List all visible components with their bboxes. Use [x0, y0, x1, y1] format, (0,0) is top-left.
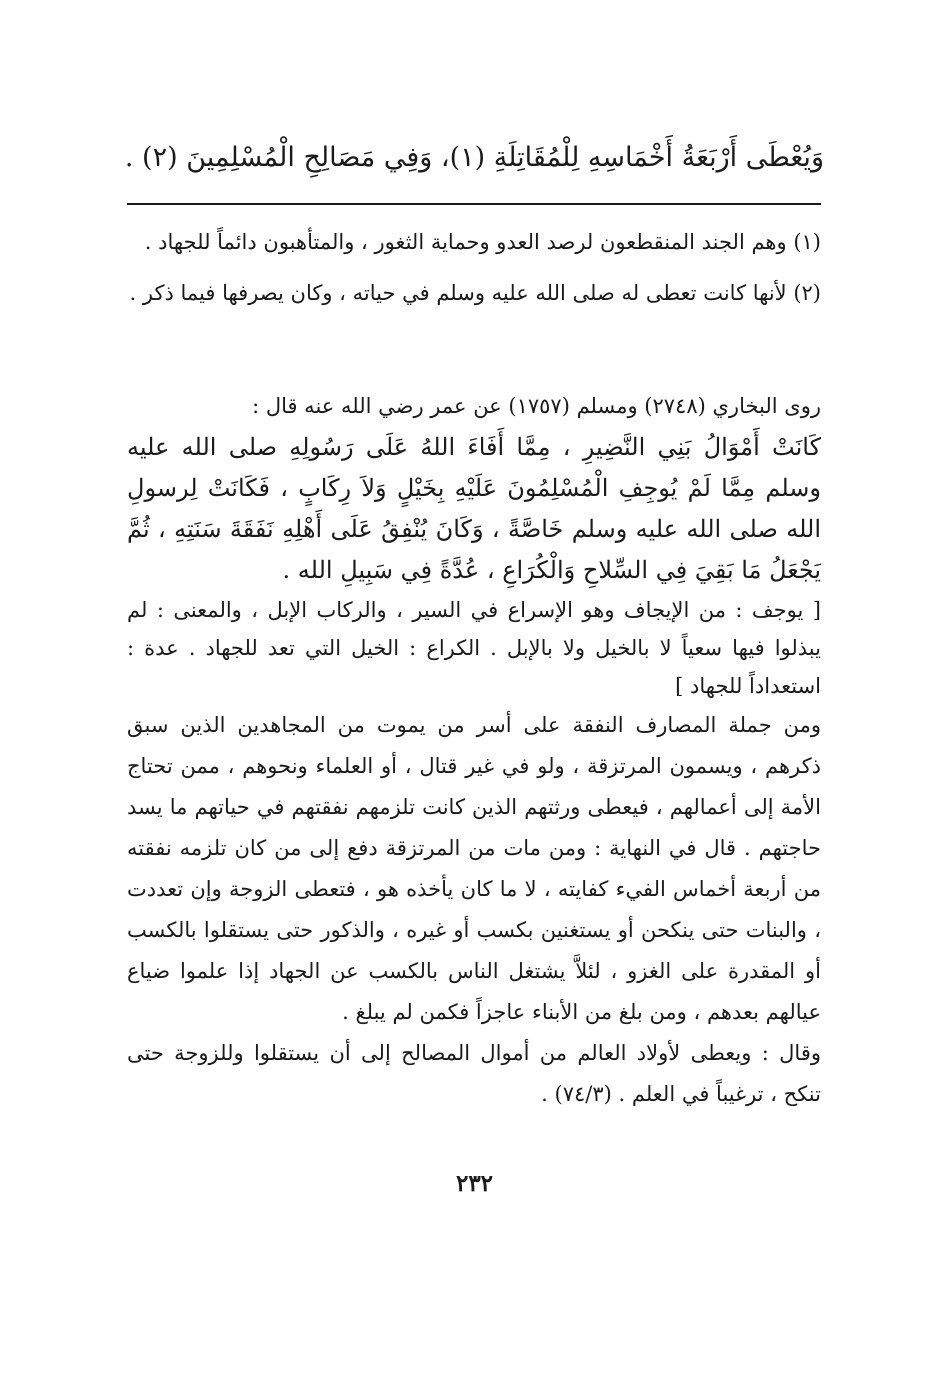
main-text-line: وَيُعْطَى أَرْبَعَةُ أَخْمَاسِهِ لِلْمُقَاتِلَةِ (١)، وَفِي مَصَالِحِ الْمُسْلِمِينَ (٢) . [124, 142, 824, 173]
paragraph-gloss: [ يوجف : من الإيجاف وهو الإسراع في السير ، والركاب الإبل ، والمعنى : لم يبذلوا فيها سعياً لا بالخيل ولا بالإبل . الكراع : الخيل التي تعد للجهاد . عدة : استعداداً للجهاد ] [127, 598, 821, 698]
paragraph-narration-intro: روى البخاري (٢٧٤٨) ومسلم (١٧٥٧) عن عمر رضي الله عنه قال : [252, 394, 821, 418]
paragraph-quote: وقال : ويعطى لأولاد العالم من أموال المصالح إلى أن يستقلوا وللزوجة حتى تنكح ، ترغيباً في العلم . (٧٤/٣) . [127, 1041, 821, 1106]
footnote-1: (١) وهم الجند المنقطعون لرصد العدو وحماية الثغور ، والمتأهبون دائماً للجهاد . [144, 230, 821, 254]
commentary [127, 386, 821, 1115]
footnote-2: (٢) لأنها كانت تعطى له صلى الله عليه وسلم في حياته ، وكان يصرفها فيما ذكر . [129, 281, 821, 305]
footnote-divider [127, 203, 821, 205]
paragraph-explanation: ومن جملة المصارف النفقة على أسر من يموت من المجاهدين الذين سبق ذكرهم ، ويسمون المرتزقة ، ولو في غير قتال ، أو العلماء ونحوهم ، ممن تحتاج الأمة إلى أعمالهم ، فيعطى ورثتهم الذين كانت تلزمهم نفقتهم في حياتهم ما يسد حاجتهم . قال في النهاية : ومن مات من المرتزقة دفع إلى من كان تلزمه نفقته من أربعة أخماس الفيء كفايته ، لا ما كان يأخذه هو ، فتعطى الزوجة وإن تعددت ، والبنات حتى ينكحن أو يستغنين بكسب أو غيره ، والذكور حتى يستقلوا بالكسب أو المقدرة على الغزو ، لئلاَّ يشتغل الناس بالكسب عن الجهاد إذا علموا ضياع عيالهم بعدهم ، ومن بلغ من الأبناء عاجزاً فكمن لم يبلغ . [127, 713, 821, 1024]
paragraph-hadith: كَانَتْ أَمْوَالُ بَنِي النَّضِيرِ ، مِمَّا أَفَاءَ اللهُ عَلَى رَسُولِهِ صلى الله عليه وسلم مِمَّا لَمْ يُوجِفِ الْمُسْلِمُونَ عَلَيْهِ بِخَيْلٍ وَلاَ رِكَابٍ ، فَكَانَتْ لِرسولِ الله صلى الله عليه وسلم خَاصَّةً ، وَكَانَ يُنْفِقُ عَلَى أَهْلِهِ نَفَقَةَ سَنَتِهِ ، ثُمَّ يَجْعَلُ مَا بَقِيَ فِي السِّلاحِ وَالْكُرَاعِ ، عُدَّةً فِي سَبِيلِ الله . [127, 433, 821, 584]
page-number: ٢٣٢ [455, 1170, 494, 1197]
footnotes [127, 222, 821, 324]
